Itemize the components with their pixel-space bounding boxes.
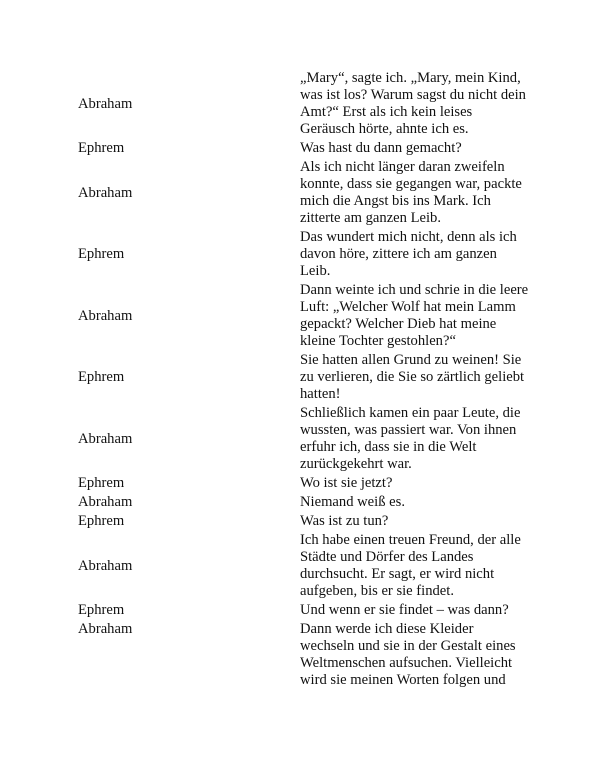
dialogue-row [78,352,538,403]
speaker-name: Abraham [78,494,133,510]
dialogue-row [78,602,538,619]
dialogue-row [78,405,538,473]
speaker-name: Ephrem [78,140,125,156]
dialogue-row [78,229,538,280]
dialogue-row [78,140,538,157]
dialogue-row [78,494,538,511]
dialogue-row [78,532,538,600]
dialogue-line: Was hast du dann gemacht? [300,140,462,156]
dialogue-line: Dann weinte ich und schrie in die leere Luft: „Welcher Wolf hat mein Lamm gepackt? Welcher Dieb hat meine kleine Tochter gestohlen?“ [300,282,529,349]
dialogue-row [78,513,538,530]
speaker-name: Abraham [78,184,133,201]
dialogue-line: Das wundert mich nicht, denn als ich davon höre, zittere ich am ganzen Leib. [300,229,517,279]
dialogue-row [78,70,538,138]
speaker-name: Abraham [78,307,133,324]
speaker-name: Ephrem [78,475,125,491]
dialogue-line: „Mary“, sagte ich. „Mary, mein Kind, was ist los? Warum sagst du nicht dein Amt?“ Erst als ich kein leises Geräusch hörte, ahnte ich es. [300,70,526,137]
dialogue-line: Niemand weiß es. [300,494,405,510]
speaker-name: Ephrem [78,369,125,385]
speaker-name: Abraham [78,430,133,447]
speaker-name: Ephrem [78,513,125,529]
dialogue-table [78,70,538,691]
dialogue-line: Ich habe einen treuen Freund, der alle Städte und Dörfer des Landes durchsucht. Er sagt, er wird nicht aufgeben, bis er sie findet. [300,532,521,599]
dialogue-line: Sie hatten allen Grund zu weinen! Sie zu verlieren, die Sie so zärtlich geliebt hatten! [300,352,525,402]
dialogue-line: Was ist zu tun? [300,513,389,529]
dialogue-line: Und wenn er sie findet – was dann? [300,602,509,618]
dialogue-row [78,475,538,492]
dialogue-line: Wo ist sie jetzt? [300,475,393,491]
speaker-name: Ephrem [78,602,125,618]
dialogue-row [78,282,538,350]
dialogue-line: Dann werde ich diese Kleider wechseln und sie in der Gestalt eines Weltmenschen aufsuchen. Vielleicht wird sie meinen Worten folgen und [300,621,516,688]
dialogue-row [78,159,538,227]
speaker-name: Ephrem [78,246,125,262]
speaker-name: Abraham [78,95,133,112]
dialogue-row [78,621,538,689]
speaker-name: Abraham [78,621,133,637]
dialogue-line: Schließlich kamen ein paar Leute, die wussten, was passiert war. Von ihnen erfuhr ich, dass sie in die Welt zurückgekehrt war. [300,405,521,472]
speaker-name: Abraham [78,557,133,574]
dialogue-line: Als ich nicht länger daran zweifeln konnte, dass sie gegangen war, packte mich die Angst bis ins Mark. Ich zitterte am ganzen Leib. [300,159,522,226]
